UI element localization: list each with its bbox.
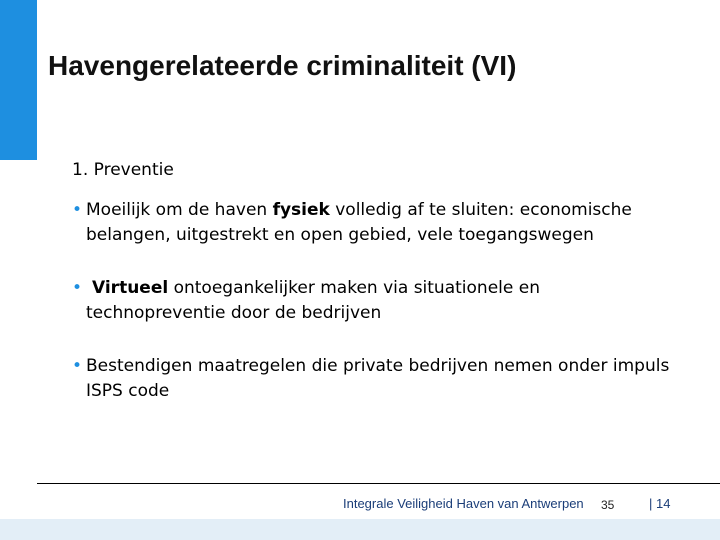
accent-bar [0,0,37,160]
bullet-emphasis: Virtueel [92,278,169,298]
page-total: | 14 [649,496,671,511]
bottom-band [0,519,720,540]
bullet-list [72,198,672,404]
slide-number: 35 [601,498,615,512]
bullet-emphasis: fysiek [272,200,330,220]
bullet-text-rest: volledig af te sluiten: economische belangen, uitgestrekt en open gebied, vele toegangswegen [86,200,632,245]
bullet-icon: • [72,200,83,220]
bullet-item [72,354,672,404]
section-heading: 1. Preventie [72,160,174,180]
footer-organization: Integrale Veiligheid Haven van Antwerpen [343,496,584,511]
bullet-item [72,198,672,248]
bullet-item [72,276,672,326]
bullet-text-rest: ontoegankelijker maken via situationele en technopreventie door de bedrijven [86,278,540,323]
bullet-text: Moeilijk om de haven [86,200,273,220]
bullet-text: Bestendigen maatregelen die private bedrijven nemen onder impuls ISPS code [86,356,670,401]
slide-title: Havengerelateerde criminaliteit (VI) [48,50,517,81]
bullet-icon: • [72,356,83,376]
bullet-icon: • [72,278,83,298]
slide-content [72,158,672,432]
footer-divider [37,483,720,484]
